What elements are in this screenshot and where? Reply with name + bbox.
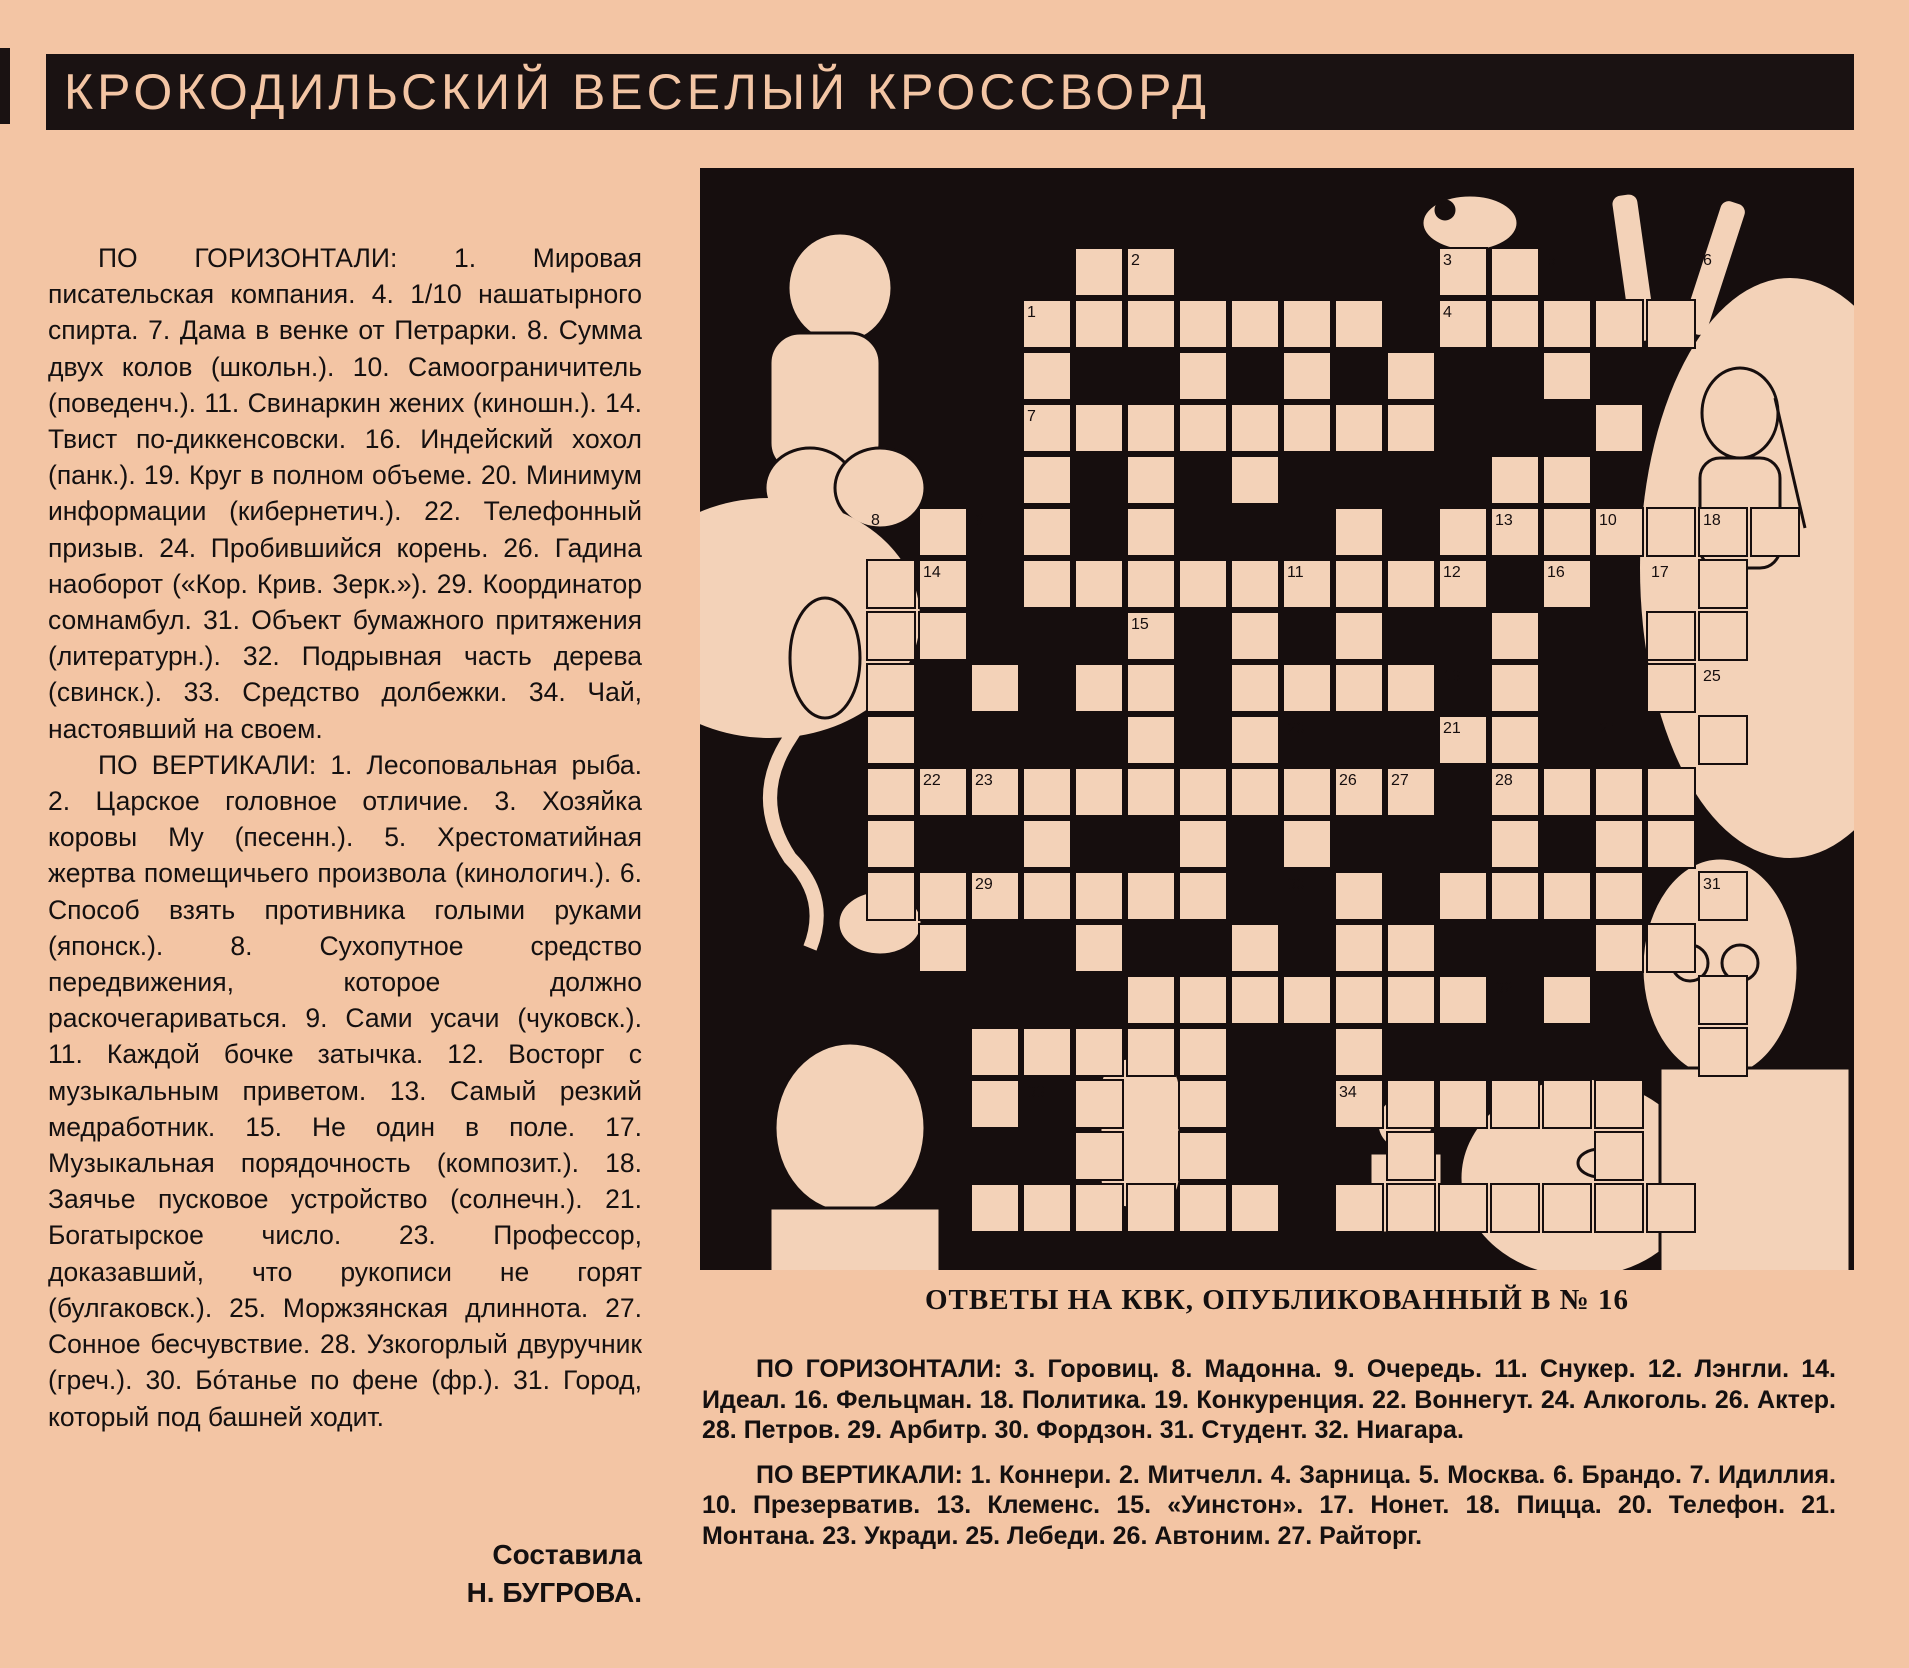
grid-number: 9 <box>975 512 984 529</box>
grid-cell[interactable] <box>1231 716 1279 764</box>
grid-cell[interactable] <box>1283 404 1331 452</box>
grid-cell[interactable] <box>1231 456 1279 504</box>
grid-cell[interactable] <box>1439 976 1487 1024</box>
grid-cell[interactable] <box>1231 664 1279 712</box>
grid-cell[interactable] <box>1543 768 1591 816</box>
grid-cell[interactable] <box>971 664 1019 712</box>
grid-cell[interactable] <box>867 560 915 608</box>
grid-cell[interactable] <box>1231 976 1279 1024</box>
grid-cell[interactable] <box>1023 1028 1071 1076</box>
grid-cell[interactable] <box>1751 508 1799 556</box>
grid-cell[interactable] <box>1075 768 1123 816</box>
grid-cell[interactable] <box>919 508 967 556</box>
grid-cell[interactable] <box>1179 1080 1227 1128</box>
grid-number: 24 <box>1599 720 1617 737</box>
grid-cell[interactable] <box>1595 1132 1643 1180</box>
grid-cell[interactable] <box>1283 352 1331 400</box>
grid-number: 18 <box>1703 512 1721 529</box>
grid-cell[interactable] <box>1335 664 1383 712</box>
clues-across: ПО ГОРИЗОНТАЛИ: 1. Мировая писательская компания. 4. 1/10 нашатырного спирта. 7. Дама в венке от Петрарки. 8. Сумма двух колов (школьн.). 10. Самоограничитель (поведенч.). 11. Свинаркин жених (киношн.). 14. Твист по-диккенсовски. 16. Индейский хохол (панк.). 19. Круг в полном объеме. 20. Минимум информации (кибернетич.). 22. Телефонный призыв. 24. Пробившийся корень. 26. Гадина наоборот («Кор. Крив. Зерк.»). 29. Координатор сомнамбул. 31. Объект бумажного притяжения (литературн.). 32. Подрывная часть дерева (свинск.). 33. Средство долбежки. 34. Чай, настоявший на своем. <box>48 243 642 744</box>
grid-cell[interactable] <box>1179 872 1227 920</box>
answers-down: ПО ВЕРТИКАЛИ: 1. Коннери. 2. Митчелл. 4. Зарница. 5. Москва. 6. Брандо. 7. Идиллия. 10. Презерватив. 13. Клеменс. 15. «Уинстон». 17. Нонет. 18. Пицца. 20. Телефон. 21. Монтана. 23. Укради. 25. Лебеди. 26. Автоним. 27. Райторг. <box>702 1460 1836 1550</box>
grid-number: 4 <box>1443 304 1452 321</box>
grid-cell[interactable] <box>1439 1184 1487 1232</box>
grid-cell[interactable] <box>919 612 967 660</box>
grid-number: 11 <box>1287 564 1304 581</box>
grid-cell[interactable] <box>1127 976 1175 1024</box>
grid-cell[interactable] <box>1491 820 1539 868</box>
grid-cell[interactable] <box>1699 1028 1747 1076</box>
grid-cell[interactable] <box>1179 1184 1227 1232</box>
grid-cell[interactable] <box>1179 404 1227 452</box>
grid-cell[interactable] <box>1075 404 1123 452</box>
grid-cell[interactable] <box>1387 664 1435 712</box>
grid-cell[interactable] <box>1283 976 1331 1024</box>
grid-cell[interactable] <box>1179 1132 1227 1180</box>
grid-cell[interactable] <box>1543 508 1591 556</box>
grid-cell[interactable] <box>1491 300 1539 348</box>
grid-cell[interactable] <box>971 1184 1019 1232</box>
grid-number: 22 <box>923 772 941 789</box>
grid-cell[interactable] <box>1543 1080 1591 1128</box>
author-name: Н. БУГРОВА. <box>466 1577 642 1608</box>
grid-cell[interactable] <box>971 1028 1019 1076</box>
grid-cell[interactable] <box>1075 560 1123 608</box>
grid-cell[interactable] <box>919 924 967 972</box>
grid-cell[interactable] <box>1127 872 1175 920</box>
grid-cell[interactable] <box>1543 1184 1591 1232</box>
grid-cell[interactable] <box>1647 612 1695 660</box>
grid-number: 19 <box>1443 668 1461 685</box>
grid-cell[interactable] <box>1075 248 1123 296</box>
grid-cell[interactable] <box>1543 300 1591 348</box>
grid-cell[interactable] <box>867 612 915 660</box>
grid-cell[interactable] <box>1335 976 1383 1024</box>
grid-cell[interactable] <box>1075 924 1123 972</box>
grid-number: 15 <box>1131 616 1149 633</box>
grid-cell[interactable] <box>1127 560 1175 608</box>
crow-figure <box>1422 195 1518 251</box>
grid-cell[interactable] <box>1075 664 1123 712</box>
left-edge-bar <box>0 48 10 124</box>
grid-cell[interactable] <box>1595 820 1643 868</box>
grid-cell[interactable] <box>1179 768 1227 816</box>
grid-cell[interactable] <box>1127 404 1175 452</box>
grid-cell[interactable] <box>1543 352 1591 400</box>
grid-cell[interactable] <box>1387 1132 1435 1180</box>
grid-cell[interactable] <box>1595 924 1643 972</box>
grid-number: 8 <box>871 512 880 529</box>
grid-number: 12 <box>1443 564 1461 581</box>
grid-cell[interactable] <box>1595 1080 1643 1128</box>
clues-down: ПО ВЕРТИКАЛИ: 1. Лесоповальная рыба. 2. Царское головное отличие. 3. Хозяйка коровы Му (песенн.). 5. Хрестоматийная жертва помещичьего произвола (кинологич.). 6. Способ взять противника голыми руками (японск.). 8. Сухопутное средство передвижения, которое должно раскочегариваться. 9. Сами усачи (чуковск.). 11. Каждой бочке затычка. 12. Восторг с музыкальным приветом. 13. Самый резкий медработник. 15. Не один в поле. 17. Музыкальная порядочность (композит.). 18. Заячье пусковое устройство (солнечн.). 21. Богатырское число. 23. Профессор, доказавший, что рукописи не горят (булгаковск.). 25. Моржзянская длиннота. 27. Сонное бесчувствие. 28. Узкогорлый двуручник (греч.). 30. Бо́танье по фене (фр.). 31. Город, который под башней ходит. <box>48 749 642 1432</box>
grid-cell[interactable] <box>1491 612 1539 660</box>
grid-number: 5 <box>1547 252 1556 269</box>
grid-cell[interactable] <box>1075 1080 1123 1128</box>
grid-number: 33 <box>1027 1084 1045 1101</box>
grid-cell[interactable] <box>1335 872 1383 920</box>
clues-column <box>48 240 642 1435</box>
grid-number: 20 <box>1287 720 1305 737</box>
woman-with-laurel-wreath-figure <box>770 1043 940 1270</box>
grid-cell[interactable] <box>1335 924 1383 972</box>
grid-number: 31 <box>1703 876 1721 893</box>
grid-cell[interactable] <box>1179 820 1227 868</box>
grid-cell[interactable] <box>1647 508 1695 556</box>
grid-cell[interactable] <box>1075 1028 1123 1076</box>
grid-cell[interactable] <box>1335 560 1383 608</box>
grid-cell[interactable] <box>1231 560 1279 608</box>
grid-number: 23 <box>975 772 993 789</box>
grid-cell[interactable] <box>1387 560 1435 608</box>
grid-number: 17 <box>1651 564 1669 581</box>
grid-cell[interactable] <box>1283 664 1331 712</box>
grid-cell[interactable] <box>1283 820 1331 868</box>
grid-cell[interactable] <box>1491 456 1539 504</box>
answers-title: ОТВЕТЫ НА КВК, ОПУБЛИКОВАННЫЙ В № 16 <box>924 1284 1630 1316</box>
grid-number: 30 <box>1287 876 1305 893</box>
moustached-man-figure <box>765 233 925 528</box>
grid-cell[interactable] <box>1127 1184 1175 1232</box>
grid-cell[interactable] <box>1127 508 1175 556</box>
grid-cell[interactable] <box>1179 560 1227 608</box>
grid-cell[interactable] <box>1179 976 1227 1024</box>
grid-number: 27 <box>1391 772 1409 789</box>
grid-cell[interactable] <box>971 1080 1019 1128</box>
grid-cell[interactable] <box>1179 300 1227 348</box>
grid-number: 13 <box>1495 512 1513 529</box>
grid-number: 10 <box>1599 512 1617 529</box>
grid-cell[interactable] <box>1023 456 1071 504</box>
grid-number: 32 <box>1495 980 1513 997</box>
grid-cell[interactable] <box>1595 872 1643 920</box>
grid-number: 21 <box>1443 720 1461 737</box>
grid-cell[interactable] <box>1439 872 1487 920</box>
grid-cell[interactable] <box>1491 248 1539 296</box>
grid-cell[interactable] <box>1595 768 1643 816</box>
grid-cell[interactable] <box>1595 404 1643 452</box>
grid-cell[interactable] <box>1231 300 1279 348</box>
grid-cell[interactable] <box>1491 1184 1539 1232</box>
crossword-artwork <box>700 168 1854 1270</box>
grid-number: 29 <box>975 876 993 893</box>
grid-cell[interactable] <box>867 820 915 868</box>
grid-cell[interactable] <box>1543 456 1591 504</box>
grid-number: 26 <box>1339 772 1357 789</box>
grid-cell[interactable] <box>1439 1080 1487 1128</box>
grid-cell[interactable] <box>1647 768 1695 816</box>
grid-cell[interactable] <box>1283 300 1331 348</box>
grid-cell[interactable] <box>867 768 915 816</box>
grid-cell[interactable] <box>1335 612 1383 660</box>
grid-cell[interactable] <box>1231 768 1279 816</box>
grid-cell[interactable] <box>1491 872 1539 920</box>
grid-cell[interactable] <box>1439 508 1487 556</box>
grid-cell[interactable] <box>1699 976 1747 1024</box>
grid-cell[interactable] <box>1647 1184 1695 1232</box>
grid-cell[interactable] <box>1075 300 1123 348</box>
grid-number: 14 <box>923 564 941 581</box>
grid-cell[interactable] <box>1699 612 1747 660</box>
grid-cell[interactable] <box>1595 1184 1643 1232</box>
grid-number: 1 <box>1027 304 1036 321</box>
grid-cell[interactable] <box>1075 872 1123 920</box>
grid-cell[interactable] <box>1023 1184 1071 1232</box>
grid-cell[interactable] <box>1023 352 1071 400</box>
grid-number: 6 <box>1703 252 1712 269</box>
crossword-illustration <box>700 168 1854 1270</box>
answers-across: ПО ГОРИЗОНТАЛИ: 3. Горовиц. 8. Мадонна. 9. Очередь. 11. Снукер. 12. Лэнгли. 14. Идеал. 16. Фельцман. 18. Политика. 19. Конкуренция. 22. Воннегут. 24. Алкоголь. 26. Актер. 28. Петров. 29. Арбитр. 30. Фордзон. 31. Студент. 32. Ниагара. <box>702 1355 1836 1444</box>
grid-cell[interactable] <box>1647 924 1695 972</box>
grid-cell[interactable] <box>1023 508 1071 556</box>
grid-cell[interactable] <box>1387 352 1435 400</box>
grid-number: 7 <box>1027 408 1036 425</box>
grid-cell[interactable] <box>1127 716 1175 764</box>
grid-cell[interactable] <box>1231 924 1279 972</box>
grid-cell[interactable] <box>1647 664 1695 712</box>
grid-cell[interactable] <box>1075 1184 1123 1232</box>
grid-cell[interactable] <box>919 872 967 920</box>
grid-cell[interactable] <box>1647 820 1695 868</box>
answers-block <box>702 1354 1836 1565</box>
grid-number: 16 <box>1547 564 1565 581</box>
grid-cell[interactable] <box>867 872 915 920</box>
grid-cell[interactable] <box>1335 404 1383 452</box>
grid-cell[interactable] <box>1387 1080 1435 1128</box>
grid-cell[interactable] <box>1179 352 1227 400</box>
grid-cell[interactable] <box>1127 664 1175 712</box>
grid-cell[interactable] <box>1127 1028 1175 1076</box>
grid-cell[interactable] <box>1231 612 1279 660</box>
grid-cell[interactable] <box>1023 768 1071 816</box>
grid-cell[interactable] <box>1595 300 1643 348</box>
grid-cell[interactable] <box>1127 456 1175 504</box>
grid-cell[interactable] <box>1023 872 1071 920</box>
grid-cell[interactable] <box>1699 560 1747 608</box>
grid-cell[interactable] <box>1023 560 1071 608</box>
grid-number: 28 <box>1495 772 1513 789</box>
grid-cell[interactable] <box>1335 508 1383 556</box>
grid-cell[interactable] <box>1179 1028 1227 1076</box>
grid-cell[interactable] <box>1335 300 1383 348</box>
grid-cell[interactable] <box>1543 872 1591 920</box>
grid-cell[interactable] <box>1127 768 1175 816</box>
grid-cell[interactable] <box>1491 716 1539 764</box>
grid-cell[interactable] <box>1283 768 1331 816</box>
grid-cell[interactable] <box>1231 1184 1279 1232</box>
grid-cell[interactable] <box>1647 300 1695 348</box>
grid-cell[interactable] <box>867 664 915 712</box>
grid-number: 3 <box>1443 252 1452 269</box>
grid-number: 2 <box>1131 252 1140 269</box>
grid-cell[interactable] <box>1023 820 1071 868</box>
grid-cell[interactable] <box>1699 716 1747 764</box>
grid-cell[interactable] <box>1387 1184 1435 1232</box>
author-credit: Составила <box>492 1539 642 1570</box>
grid-number: 25 <box>1703 668 1721 685</box>
page-title: КРОКОДИЛЬСКИЙ ВЕСЕЛЫЙ КРОССВОРД <box>46 54 1854 130</box>
grid-cell[interactable] <box>867 716 915 764</box>
grid-cell[interactable] <box>1335 1184 1383 1232</box>
author-signature <box>300 1536 642 1612</box>
grid-cell[interactable] <box>1387 924 1435 972</box>
grid-cell[interactable] <box>1491 664 1539 712</box>
grid-cell[interactable] <box>1387 404 1435 452</box>
grid-cell[interactable] <box>1387 976 1435 1024</box>
grid-cell[interactable] <box>1335 1028 1383 1076</box>
grid-cell[interactable] <box>1127 300 1175 348</box>
grid-cell[interactable] <box>1231 404 1279 452</box>
grid-cell[interactable] <box>1543 976 1591 1024</box>
grid-cell[interactable] <box>1491 1080 1539 1128</box>
grid-cell[interactable] <box>1075 1132 1123 1180</box>
grid-number: 34 <box>1339 1084 1357 1101</box>
